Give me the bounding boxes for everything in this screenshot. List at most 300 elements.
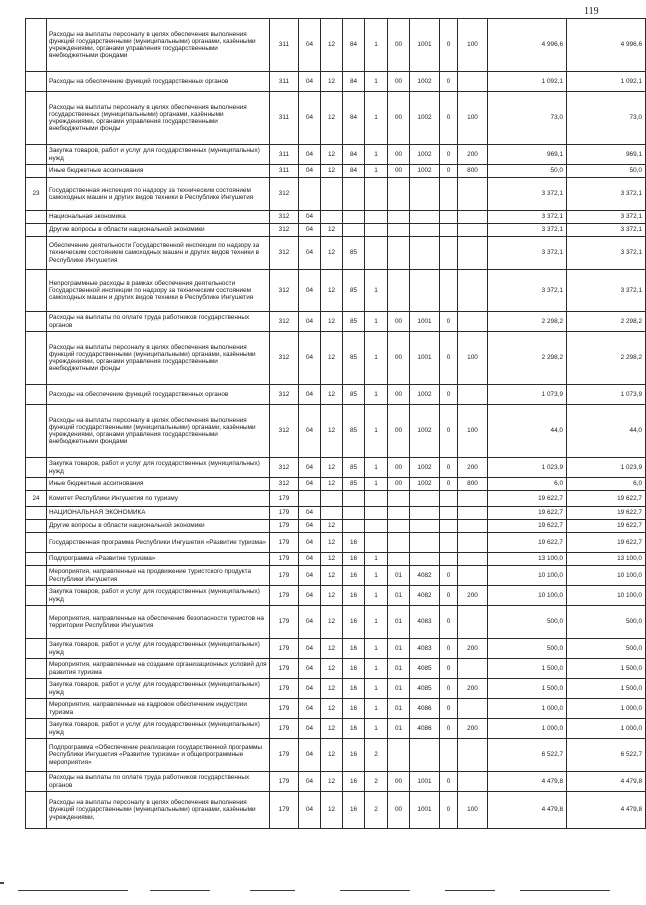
code-ministry: 312 — [270, 237, 299, 270]
code-subsection: 12 — [321, 553, 343, 566]
code-expense: 1002 — [410, 92, 440, 145]
code-type: 100 — [458, 19, 488, 72]
code-section: 04 — [299, 72, 321, 92]
code-direction — [388, 224, 410, 237]
code-type — [458, 211, 488, 224]
amount-plan: 1 000,0 — [488, 699, 567, 719]
table-row — [26, 679, 646, 699]
code-type: 100 — [458, 332, 488, 385]
code-subsection: 12 — [321, 520, 343, 533]
amount-total: 1 000,0 — [567, 699, 646, 719]
amount-total: 1 000,0 — [567, 719, 646, 739]
code-type — [458, 224, 488, 237]
table-row — [26, 312, 646, 332]
code-expense: 1002 — [410, 385, 440, 405]
code-direction: 01 — [388, 566, 410, 586]
code-ministry: 312 — [270, 178, 299, 211]
code-section: 04 — [299, 165, 321, 178]
code-expense: 1002 — [410, 165, 440, 178]
row-number — [26, 520, 47, 533]
code-expense: 1002 — [410, 72, 440, 92]
code-ministry: 179 — [270, 520, 299, 533]
table-row — [26, 458, 646, 478]
amount-total: 2 298,2 — [567, 312, 646, 332]
code-section: 04 — [299, 739, 321, 772]
code-ministry: 179 — [270, 699, 299, 719]
code-type: 200 — [458, 458, 488, 478]
code-section: 04 — [299, 145, 321, 165]
code-ministry: 311 — [270, 92, 299, 145]
code-extra: 0 — [440, 772, 458, 792]
table-row — [26, 586, 646, 606]
amount-plan: 4 479,8 — [488, 772, 567, 792]
amount-total: 2 298,2 — [567, 332, 646, 385]
item-name: Государственная инспекция по надзору за техническим состоянием самоходных машин и других видов техники в Республике Ингушетия — [47, 178, 270, 211]
code-section: 04 — [299, 719, 321, 739]
code-section: 04 — [299, 606, 321, 639]
code-subprogram: 1 — [365, 385, 388, 405]
code-ministry: 179 — [270, 491, 299, 507]
code-subsection: 12 — [321, 639, 343, 659]
code-expense — [410, 739, 440, 772]
item-name: Закупка товаров, работ и услуг для государственных (муниципальных) нужд — [47, 679, 270, 699]
code-extra — [440, 491, 458, 507]
code-extra — [440, 520, 458, 533]
code-subprogram: 1 — [365, 553, 388, 566]
code-section: 04 — [299, 659, 321, 679]
code-program: 16 — [343, 639, 365, 659]
item-name: Подпрограмма «Развитие туризма» — [47, 553, 270, 566]
code-extra: 0 — [440, 19, 458, 72]
code-expense — [410, 491, 440, 507]
code-subsection: 12 — [321, 237, 343, 270]
code-direction — [388, 507, 410, 520]
code-ministry: 179 — [270, 719, 299, 739]
code-direction: 00 — [388, 72, 410, 92]
amount-total: 500,0 — [567, 639, 646, 659]
row-number — [26, 699, 47, 719]
code-subprogram: 1 — [365, 92, 388, 145]
code-type — [458, 491, 488, 507]
code-program: 16 — [343, 679, 365, 699]
table-row — [26, 520, 646, 533]
item-name: Расходы на обеспечение функций государственных органов — [47, 72, 270, 92]
code-direction — [388, 533, 410, 553]
amount-plan: 969,1 — [488, 145, 567, 165]
code-type — [458, 566, 488, 586]
row-number — [26, 312, 47, 332]
table-row — [26, 566, 646, 586]
code-program: 16 — [343, 792, 365, 829]
code-subprogram: 1 — [365, 165, 388, 178]
code-subprogram: 1 — [365, 332, 388, 385]
code-subprogram: 1 — [365, 659, 388, 679]
code-subprogram: 1 — [365, 478, 388, 491]
code-expense — [410, 237, 440, 270]
code-ministry: 179 — [270, 772, 299, 792]
code-ministry: 311 — [270, 165, 299, 178]
code-subsection: 12 — [321, 458, 343, 478]
amount-total: 1 500,0 — [567, 659, 646, 679]
code-extra: 0 — [440, 72, 458, 92]
amount-total: 6,0 — [567, 478, 646, 491]
amount-plan: 3 372,1 — [488, 224, 567, 237]
code-type — [458, 237, 488, 270]
code-ministry: 179 — [270, 533, 299, 553]
code-type — [458, 507, 488, 520]
item-name: Иные бюджетные ассигнования — [47, 165, 270, 178]
code-program: 85 — [343, 237, 365, 270]
code-program: 84 — [343, 72, 365, 92]
table-row — [26, 491, 646, 507]
row-number: 24 — [26, 491, 47, 507]
row-number — [26, 478, 47, 491]
row-number — [26, 92, 47, 145]
item-name: Мероприятия, направленные на создание организационных условий для развития туризма — [47, 659, 270, 679]
code-extra: 0 — [440, 792, 458, 829]
code-direction: 00 — [388, 312, 410, 332]
code-subprogram — [365, 520, 388, 533]
code-extra: 0 — [440, 458, 458, 478]
amount-total: 44,0 — [567, 405, 646, 458]
item-name: Расходы на выплаты по оплате труда работников государственных органов — [47, 772, 270, 792]
row-number — [26, 332, 47, 385]
code-subprogram: 1 — [365, 566, 388, 586]
code-expense: 4086 — [410, 719, 440, 739]
amount-total: 19 622,7 — [567, 533, 646, 553]
code-section: 04 — [299, 533, 321, 553]
code-program — [343, 491, 365, 507]
code-program: 85 — [343, 405, 365, 458]
code-ministry: 311 — [270, 145, 299, 165]
code-type: 200 — [458, 719, 488, 739]
code-section: 04 — [299, 772, 321, 792]
item-name: Расходы на выплаты по оплате труда работников государственных органов — [47, 312, 270, 332]
code-ministry: 312 — [270, 332, 299, 385]
table-row — [26, 659, 646, 679]
code-program: 16 — [343, 606, 365, 639]
code-type — [458, 385, 488, 405]
code-ministry: 179 — [270, 507, 299, 520]
code-ministry: 312 — [270, 312, 299, 332]
code-ministry: 311 — [270, 19, 299, 72]
code-extra — [440, 739, 458, 772]
code-program: 84 — [343, 19, 365, 72]
table-row — [26, 145, 646, 165]
code-ministry: 179 — [270, 659, 299, 679]
code-direction — [388, 178, 410, 211]
code-type: 100 — [458, 792, 488, 829]
code-subsection: 12 — [321, 533, 343, 553]
amount-total: 4 479,8 — [567, 772, 646, 792]
code-subsection — [321, 507, 343, 520]
code-subsection: 12 — [321, 719, 343, 739]
item-name: Расходы на выплаты персоналу в целях обеспечения выполнения государственных (муниципальными) органами, казёнными учреждениями, органами управления государственными внебюджетными фонды — [47, 92, 270, 145]
code-ministry: 312 — [270, 224, 299, 237]
amount-total: 4 479,8 — [567, 792, 646, 829]
code-subsection: 12 — [321, 679, 343, 699]
code-subsection: 12 — [321, 385, 343, 405]
code-section: 04 — [299, 699, 321, 719]
code-section: 04 — [299, 405, 321, 458]
table-row — [26, 533, 646, 553]
code-subprogram — [365, 533, 388, 553]
item-name: Расходы на выплаты персоналу в целях обеспечения выполнения функций государственными (муниципальными) органами, казёнными учреждениями, органами управления государственными внебюджетными фондами — [47, 19, 270, 72]
code-program: 85 — [343, 478, 365, 491]
code-subsection: 12 — [321, 586, 343, 606]
code-program: 85 — [343, 332, 365, 385]
code-extra: 0 — [440, 165, 458, 178]
code-direction: 01 — [388, 606, 410, 639]
table-row — [26, 478, 646, 491]
code-ministry: 179 — [270, 639, 299, 659]
amount-plan: 6,0 — [488, 478, 567, 491]
code-program: 85 — [343, 312, 365, 332]
code-expense: 1002 — [410, 458, 440, 478]
code-direction: 01 — [388, 699, 410, 719]
code-subsection: 12 — [321, 606, 343, 639]
code-extra: 0 — [440, 312, 458, 332]
amount-plan: 3 372,1 — [488, 270, 567, 312]
code-program: 16 — [343, 553, 365, 566]
code-type — [458, 739, 488, 772]
amount-total: 6 522,7 — [567, 739, 646, 772]
code-subprogram: 1 — [365, 145, 388, 165]
code-section: 04 — [299, 566, 321, 586]
amount-total: 1 023,9 — [567, 458, 646, 478]
code-subprogram — [365, 211, 388, 224]
code-expense: 4082 — [410, 566, 440, 586]
table-row — [26, 772, 646, 792]
amount-total: 10 100,0 — [567, 566, 646, 586]
item-name: Государственная программа Республики Ингушетия «Развитие туризма» — [47, 533, 270, 553]
amount-total: 3 372,1 — [567, 224, 646, 237]
code-expense — [410, 520, 440, 533]
table-row — [26, 178, 646, 211]
item-name: Закупка товаров, работ и услуг для государственных (муниципальных) нужд — [47, 458, 270, 478]
row-number — [26, 553, 47, 566]
code-type — [458, 553, 488, 566]
item-name: Обеспечение деятельности Государственной инспекции по надзору за техническим состоянием самоходных машин и других видов техники в Республике Ингушетия — [47, 237, 270, 270]
row-number — [26, 270, 47, 312]
code-subsection: 12 — [321, 145, 343, 165]
row-number — [26, 566, 47, 586]
code-section — [299, 178, 321, 211]
amount-plan: 19 622,7 — [488, 533, 567, 553]
item-name: Мероприятия, направленные на кадровое обеспечение индустрии туризма — [47, 699, 270, 719]
code-direction — [388, 237, 410, 270]
row-number — [26, 145, 47, 165]
code-program: 16 — [343, 533, 365, 553]
page-number: 119 — [584, 6, 599, 17]
code-subprogram: 1 — [365, 719, 388, 739]
code-subsection: 12 — [321, 19, 343, 72]
row-number — [26, 211, 47, 224]
code-program: 85 — [343, 458, 365, 478]
amount-plan: 500,0 — [488, 639, 567, 659]
code-section: 04 — [299, 312, 321, 332]
code-subsection: 12 — [321, 405, 343, 458]
amount-plan: 6 522,7 — [488, 739, 567, 772]
amount-total: 19 622,7 — [567, 491, 646, 507]
code-subprogram: 1 — [365, 606, 388, 639]
item-name: Другие вопросы в области национальной экономики — [47, 520, 270, 533]
code-direction — [388, 553, 410, 566]
item-name: Расходы на выплаты персоналу в целях обеспечения выполнения функций государственными (муниципальными) органами, казёнными учреждениями, — [47, 792, 270, 829]
code-type — [458, 659, 488, 679]
code-subprogram: 1 — [365, 639, 388, 659]
code-type: 100 — [458, 92, 488, 145]
code-program — [343, 224, 365, 237]
code-type: 200 — [458, 586, 488, 606]
code-program: 16 — [343, 659, 365, 679]
code-direction: 00 — [388, 405, 410, 458]
amount-total: 19 622,7 — [567, 507, 646, 520]
amount-total: 1 073,9 — [567, 385, 646, 405]
row-number — [26, 165, 47, 178]
row-number — [26, 586, 47, 606]
code-subsection: 12 — [321, 312, 343, 332]
code-section: 04 — [299, 385, 321, 405]
code-direction — [388, 270, 410, 312]
amount-total: 50,0 — [567, 165, 646, 178]
amount-plan: 1 073,9 — [488, 385, 567, 405]
item-name: Национальная экономика — [47, 211, 270, 224]
code-subsection: 12 — [321, 165, 343, 178]
amount-plan: 4 996,6 — [488, 19, 567, 72]
code-program: 85 — [343, 270, 365, 312]
code-program — [343, 507, 365, 520]
code-program: 85 — [343, 385, 365, 405]
code-extra — [440, 178, 458, 211]
code-direction: 01 — [388, 639, 410, 659]
row-number — [26, 507, 47, 520]
code-expense: 1002 — [410, 405, 440, 458]
code-subprogram — [365, 491, 388, 507]
code-expense — [410, 553, 440, 566]
item-name: Непрограммные расходы в рамках обеспечения деятельности Государственной инспекции по надзору за техническим состоянием самоходных машин и других видов техники в Республике Ингушетия — [47, 270, 270, 312]
row-number — [26, 458, 47, 478]
code-subprogram: 2 — [365, 739, 388, 772]
row-number — [26, 739, 47, 772]
code-subprogram: 1 — [365, 679, 388, 699]
code-expense — [410, 533, 440, 553]
code-expense: 4085 — [410, 679, 440, 699]
code-subsection: 12 — [321, 772, 343, 792]
table-row — [26, 224, 646, 237]
code-program: 16 — [343, 699, 365, 719]
code-program: 16 — [343, 566, 365, 586]
code-ministry: 312 — [270, 458, 299, 478]
code-ministry: 311 — [270, 72, 299, 92]
code-extra: 0 — [440, 385, 458, 405]
code-extra: 0 — [440, 586, 458, 606]
code-extra: 0 — [440, 679, 458, 699]
item-name: НАЦИОНАЛЬНАЯ ЭКОНОМИКА — [47, 507, 270, 520]
amount-plan: 4 479,8 — [488, 792, 567, 829]
amount-plan: 44,0 — [488, 405, 567, 458]
amount-plan: 13 100,0 — [488, 553, 567, 566]
table-row — [26, 165, 646, 178]
code-extra — [440, 211, 458, 224]
code-subprogram — [365, 237, 388, 270]
amount-total: 4 996,6 — [567, 19, 646, 72]
code-section: 04 — [299, 224, 321, 237]
code-direction — [388, 520, 410, 533]
code-direction: 00 — [388, 19, 410, 72]
code-subsection: 12 — [321, 478, 343, 491]
amount-total: 3 372,1 — [567, 270, 646, 312]
table-row — [26, 270, 646, 312]
code-type: 200 — [458, 639, 488, 659]
code-section: 04 — [299, 639, 321, 659]
code-type: 200 — [458, 679, 488, 699]
code-type — [458, 699, 488, 719]
code-type — [458, 533, 488, 553]
row-number — [26, 237, 47, 270]
code-section: 04 — [299, 332, 321, 385]
code-section: 04 — [299, 19, 321, 72]
code-subprogram — [365, 224, 388, 237]
code-expense — [410, 507, 440, 520]
code-subsection: 12 — [321, 659, 343, 679]
item-name: Закупка товаров, работ и услуг для государственных (муниципальных) нужд — [47, 639, 270, 659]
code-ministry: 179 — [270, 679, 299, 699]
code-subsection — [321, 491, 343, 507]
item-name: Закупка товаров, работ и услуг для государственных (муниципальных) нужд — [47, 145, 270, 165]
amount-total: 1 500,0 — [567, 679, 646, 699]
code-expense — [410, 211, 440, 224]
row-number — [26, 224, 47, 237]
code-program: 16 — [343, 586, 365, 606]
code-subsection: 12 — [321, 699, 343, 719]
amount-plan: 19 622,7 — [488, 520, 567, 533]
code-extra — [440, 553, 458, 566]
code-direction — [388, 739, 410, 772]
code-program: 84 — [343, 92, 365, 145]
code-subprogram: 1 — [365, 458, 388, 478]
amount-plan: 10 100,0 — [488, 566, 567, 586]
code-subprogram: 1 — [365, 19, 388, 72]
amount-total: 10 100,0 — [567, 586, 646, 606]
code-subsection — [321, 178, 343, 211]
row-number: 23 — [26, 178, 47, 211]
amount-plan: 500,0 — [488, 606, 567, 639]
code-subprogram: 1 — [365, 72, 388, 92]
amount-total: 3 372,1 — [567, 211, 646, 224]
code-section: 04 — [299, 679, 321, 699]
code-extra: 0 — [440, 92, 458, 145]
code-expense: 4085 — [410, 659, 440, 679]
code-subprogram: 1 — [365, 312, 388, 332]
code-expense: 1001 — [410, 19, 440, 72]
code-ministry: 179 — [270, 586, 299, 606]
table-row — [26, 606, 646, 639]
code-ministry: 179 — [270, 739, 299, 772]
code-direction: 00 — [388, 772, 410, 792]
code-section: 04 — [299, 211, 321, 224]
code-direction: 01 — [388, 586, 410, 606]
table-row — [26, 699, 646, 719]
code-direction: 00 — [388, 145, 410, 165]
table-row — [26, 19, 646, 72]
item-name: Расходы на выплаты персоналу в целях обеспечения выполнения функций государственными (муниципальными) органами, казёнными учреждениями, органами управления государственными внебюджетными фонды — [47, 332, 270, 385]
amount-total: 19 622,7 — [567, 520, 646, 533]
code-direction: 00 — [388, 92, 410, 145]
code-section: 04 — [299, 586, 321, 606]
table-row — [26, 792, 646, 829]
code-type — [458, 772, 488, 792]
